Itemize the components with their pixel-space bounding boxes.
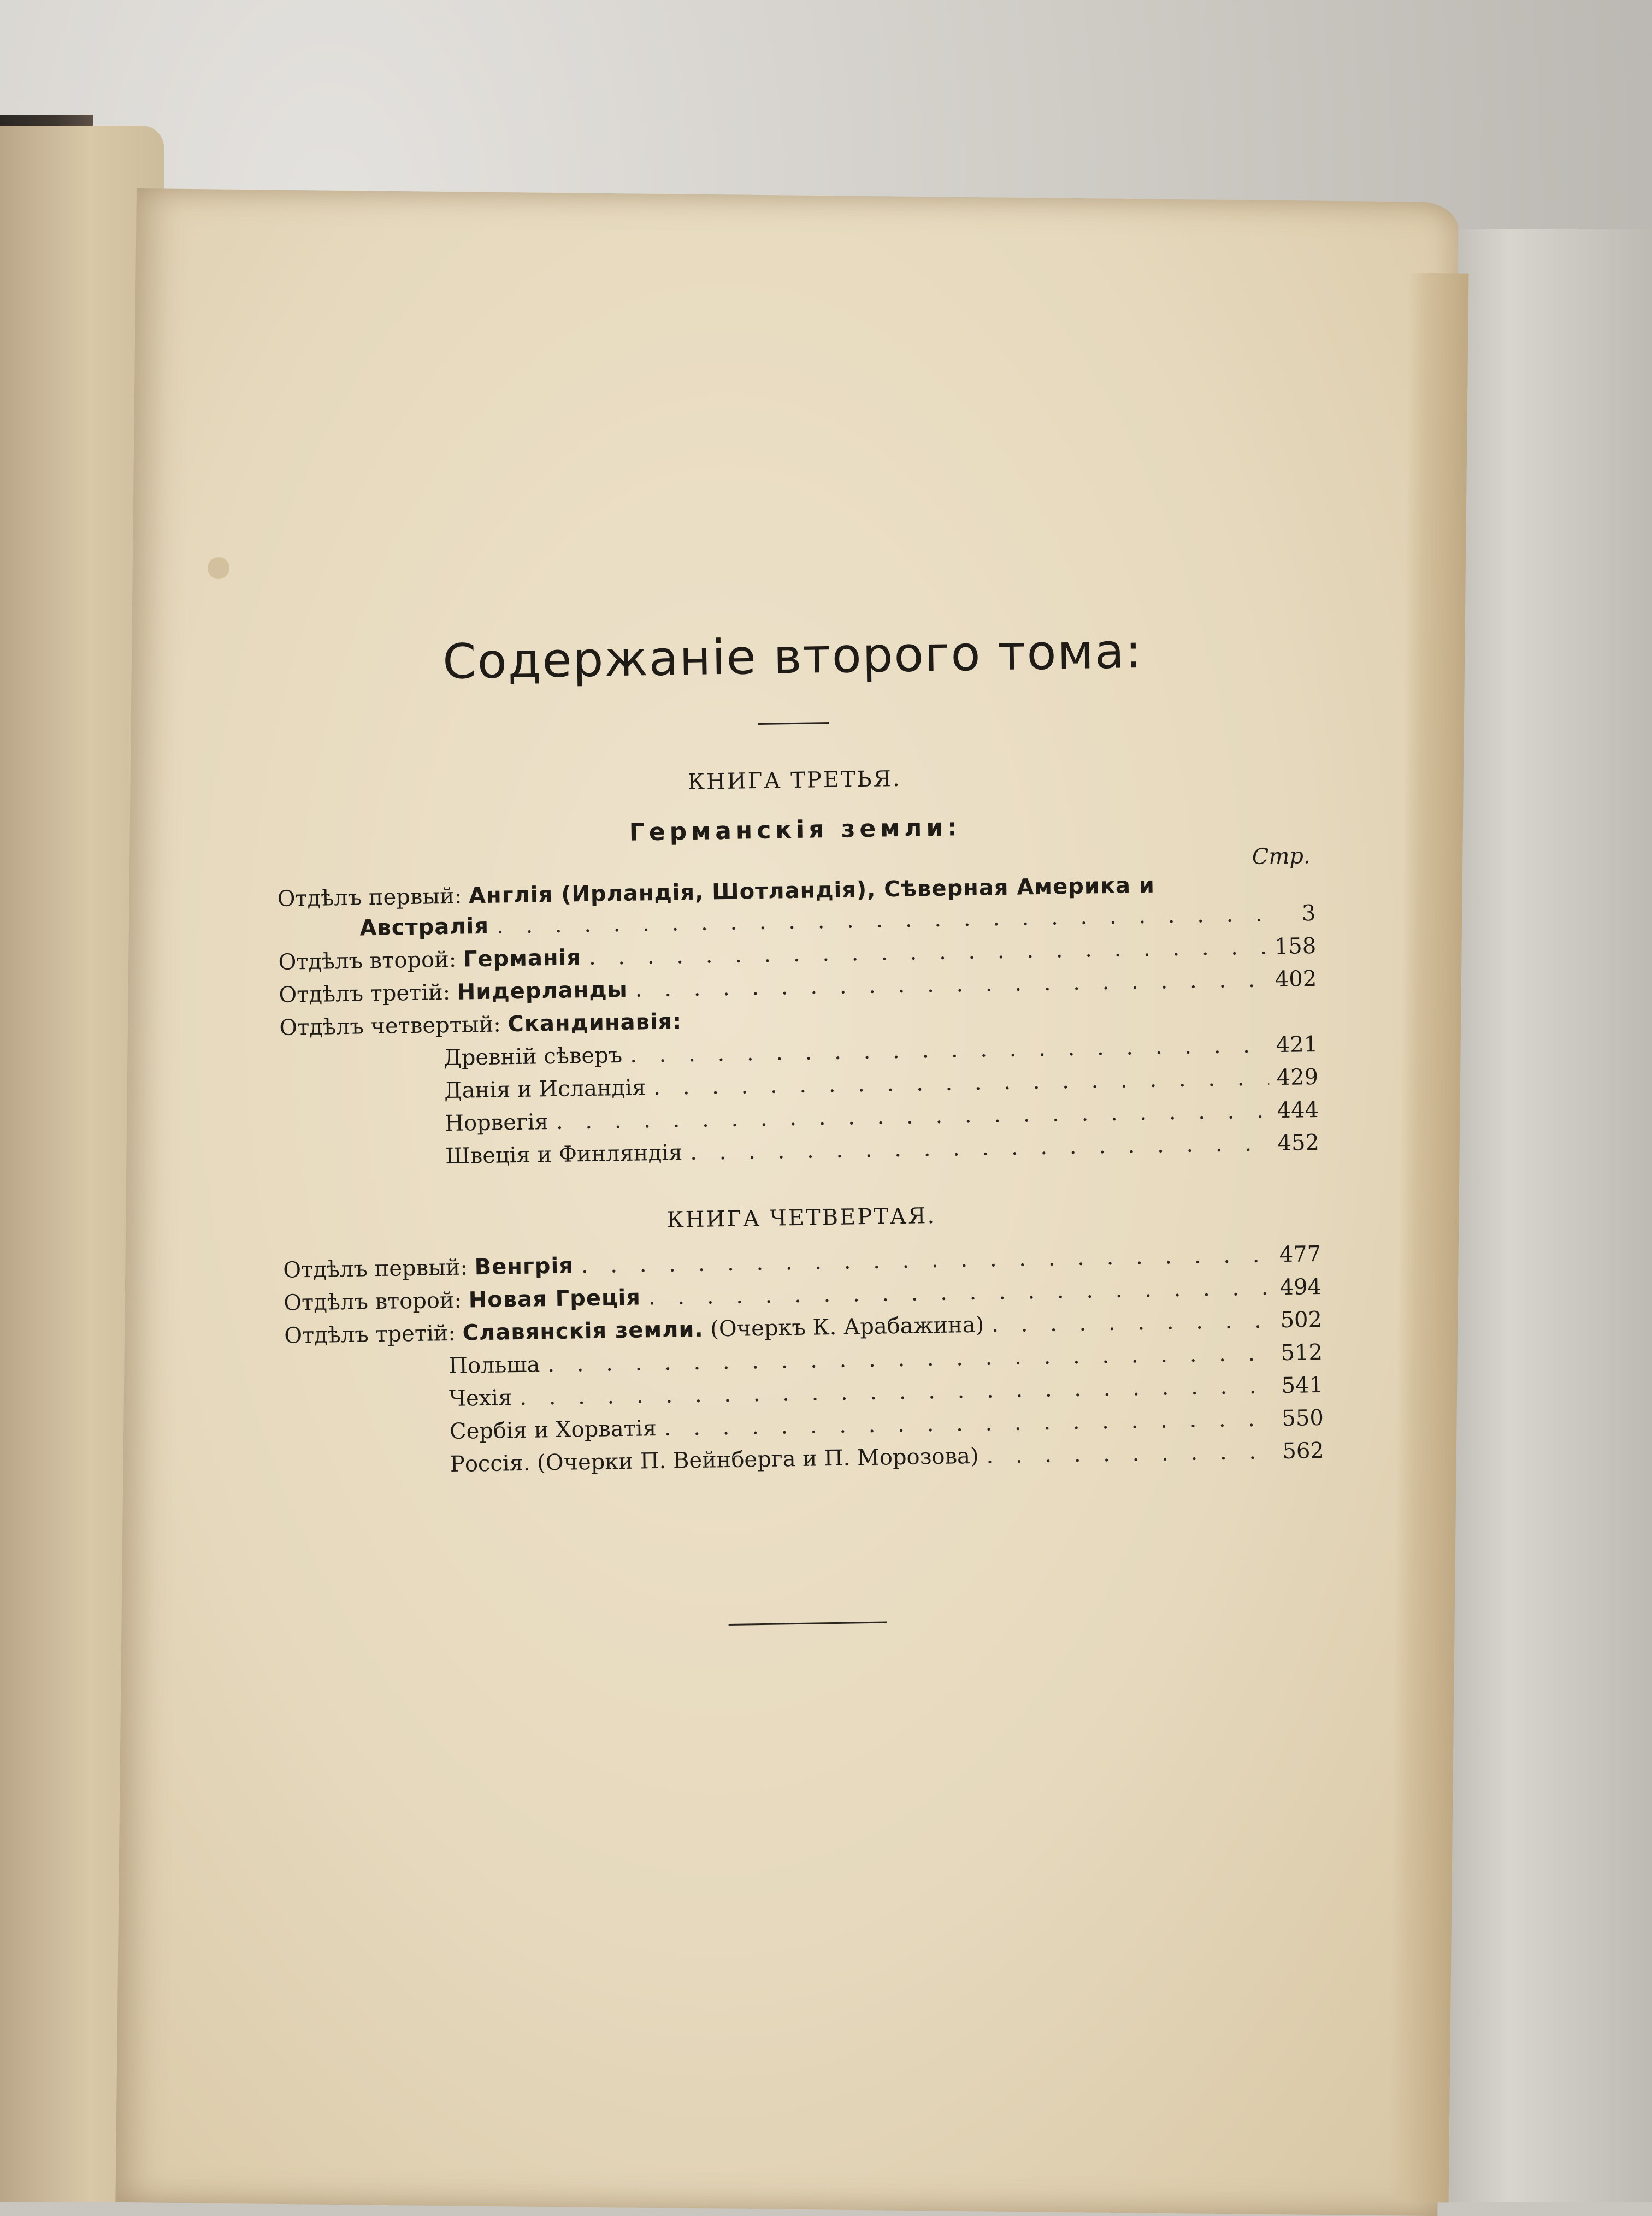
subentry-title: Польша [448, 1352, 540, 1379]
entry-title: Венгрія [474, 1253, 574, 1280]
subentry-page: 444 [1277, 1097, 1319, 1124]
table-of-contents [273, 620, 1326, 1633]
entry-title: Англія (Ирландія, Шотландія), Сѣверная Америка и [468, 872, 1155, 909]
entry-prefix: Отдѣлъ первый: [282, 1255, 468, 1283]
entry-title: Славянскія земли. [462, 1316, 704, 1346]
book4-heading: КНИГА ЧЕТВЕРТАЯ. [666, 1203, 936, 1233]
entry-prefix: Отдѣлъ второй: [283, 1287, 462, 1316]
subentry-page: 429 [1276, 1064, 1319, 1091]
subentry-title: Сербія и Хорватія [449, 1416, 657, 1445]
entry-note: (Очеркъ К. Арабажина) [710, 1312, 984, 1342]
page-title: Содержаніе второго тома: [442, 622, 1143, 690]
entry-prefix: Отдѣлъ второй: [278, 947, 457, 975]
entry-prefix: Отдѣлъ четвертый: [279, 1012, 502, 1041]
entry-prefix: Отдѣлъ третій: [279, 979, 451, 1008]
title-rule [758, 722, 829, 725]
subentry-title: Чехія [449, 1385, 512, 1412]
subentry-title: Данія и Исландія [444, 1075, 646, 1104]
subentry-title: Россія. (Очерки П. Вейнберга и П. Морозова) [450, 1443, 979, 1478]
subentry-page: 512 [1281, 1339, 1323, 1366]
book3-heading: КНИГА ТРЕТЬЯ. [687, 766, 902, 795]
entry-title: Нидерланды [457, 977, 628, 1005]
dot-leader [986, 1435, 1275, 1472]
book3-section-heading: Германскія земли: [629, 813, 962, 847]
entry-title-continued: Австралія [359, 913, 489, 941]
entry-page: 402 [1275, 966, 1317, 992]
paper-stain [208, 557, 229, 579]
subentry-page: 550 [1282, 1405, 1324, 1432]
dot-leader [992, 1304, 1273, 1341]
subentry-title: Швеція и Финляндія [445, 1140, 683, 1169]
subentry-title: Норвегія [444, 1109, 549, 1137]
entry-prefix: Отдѣлъ первый: [277, 883, 462, 912]
entry-page: 494 [1279, 1274, 1322, 1301]
entry-prefix: Отдѣлъ третій: [284, 1320, 456, 1349]
page-column-label: Стр. [1252, 843, 1311, 870]
subentry-title: Древній сѣверъ [443, 1042, 623, 1071]
entry-title: Скандинавія: [508, 1009, 682, 1037]
subentry-page: 562 [1282, 1438, 1325, 1464]
entry-page: 477 [1279, 1241, 1321, 1268]
subentry-page: 452 [1277, 1130, 1320, 1156]
entry-page: 502 [1280, 1307, 1323, 1333]
entry-title: Германія [463, 945, 582, 972]
entry-page: 158 [1274, 933, 1317, 960]
subentry-page: 541 [1281, 1372, 1324, 1399]
subentry-page: 421 [1276, 1031, 1318, 1058]
entry-title: Новая Греція [468, 1285, 641, 1313]
entry-page: 3 [1301, 901, 1316, 926]
